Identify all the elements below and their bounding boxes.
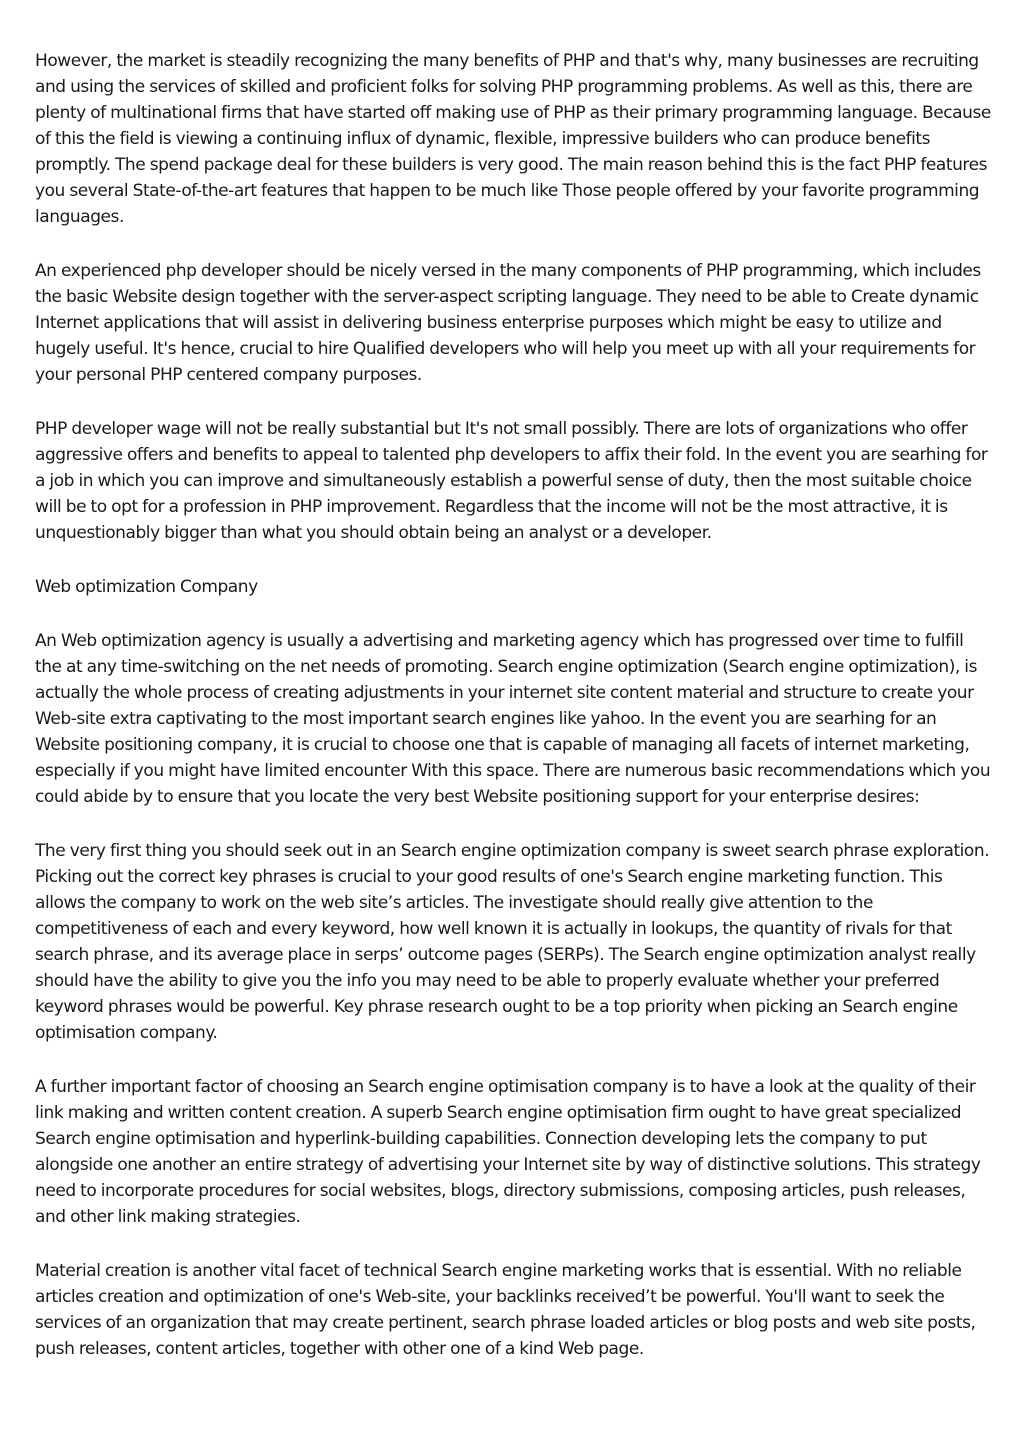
paragraph-php-wage: PHP developer wage will not be really substantial but It's not small possibly. There are lots of organizations who offer aggressive offers and benefits to appeal to talented php developers to affix their fold. In the event you are searhing for a job in which you can improve and simultaneously establish a powerful sense of duty, then the most suitable choice will be to opt for a profession in PHP improvement. Regardless that the income will not be the most attractive, it is unquestionably bigger than what you should obtain being an analyst or a developer. bbox=[35, 419, 988, 543]
paragraph-seo-agency: An Web optimization agency is usually a advertising and marketing agency which has progressed over time to fulfill the at any time-switching on the net needs of promoting. Search engine optimization (Search engine optimization), is actually the whole process of creating adjustments in your internet site content material and structure to create your Web-site extra captivating to the most important search engines like yahoo. In the event you are searhing for an Website positioning company, it is crucial to choose one that is capable of managing all facets of internet marketing, especially if you might have limited encounter With this space. There are numerous basic recommendations which you could abide by to ensure that you locate the very best Website positioning support for your enterprise desires: bbox=[35, 631, 991, 807]
paragraph-keyword-research: The very first thing you should seek out in an Search engine optimization company is sweet search phrase exploration. Picking out the correct key phrases is crucial to your good results of one's Search engine marketing function. This allows the company to work on the web site’s articles. The investigate should really give attention to the competitiveness of each and every keyword, how well known it is actually in lookups, the quantity of rivals for that search phrase, and its average place in serps’ outcome pages (SERPs). The Search engine optimization analyst really should have the ability to give you the info you may need to be able to properly evaluate whether your preferred keyword phrases would be powerful. Key phrase research ought to be a top priority when picking an Search engine optimisation company. bbox=[35, 841, 990, 1043]
document-page bbox=[35, 48, 991, 1390]
paragraph-content-creation: Material creation is another vital facet of technical Search engine marketing works that is essential. With no reliable articles creation and optimization of one's Web-site, your backlinks received’t be powerful. You'll want to seek the services of an organization that may create pertinent, search phrase loaded articles or blog posts and web site posts, push releases, content articles, together with other one of a kind Web page. bbox=[35, 1261, 976, 1359]
paragraph-link-building: A further important factor of choosing an Search engine optimisation company is to have a look at the quality of their link making and written content creation. A superb Search engine optimisation firm ought to have great specialized Search engine optimisation and hyperlink-building capabilities. Connection developing lets the company to put alongside one another an entire strategy of advertising your Internet site by way of distinctive solutions. This strategy need to incorporate procedures for social websites, blogs, directory submissions, composing articles, push releases, and other link making strategies. bbox=[35, 1077, 981, 1227]
paragraph-php-market: However, the market is steadily recognizing the many benefits of PHP and that's why, many businesses are recruiting and using the services of skilled and proficient folks for solving PHP programming problems. As well as this, there are plenty of multinational firms that have started off making use of PHP as their primary programming language. Because of this the field is viewing a continuing influx of dynamic, flexible, impressive builders who can produce benefits promptly. The spend package deal for these builders is very good. The main reason behind this is the fact PHP features you several State-of-the-art features that happen to be much like Those people offered by your favorite programming languages. bbox=[35, 51, 991, 227]
paragraph-php-developer: An experienced php developer should be nicely versed in the many components of PHP programming, which includes the basic Website design together with the server-aspect scripting language. They need to be able to Create dynamic Internet applications that will assist in delivering business enterprise purposes which might be easy to utilize and hugely useful. It's hence, crucial to hire Qualified developers who will help you meet up with all your requirements for your personal PHP centered company purposes. bbox=[35, 261, 981, 385]
section-heading-web-optimization: Web optimization Company bbox=[35, 577, 258, 597]
